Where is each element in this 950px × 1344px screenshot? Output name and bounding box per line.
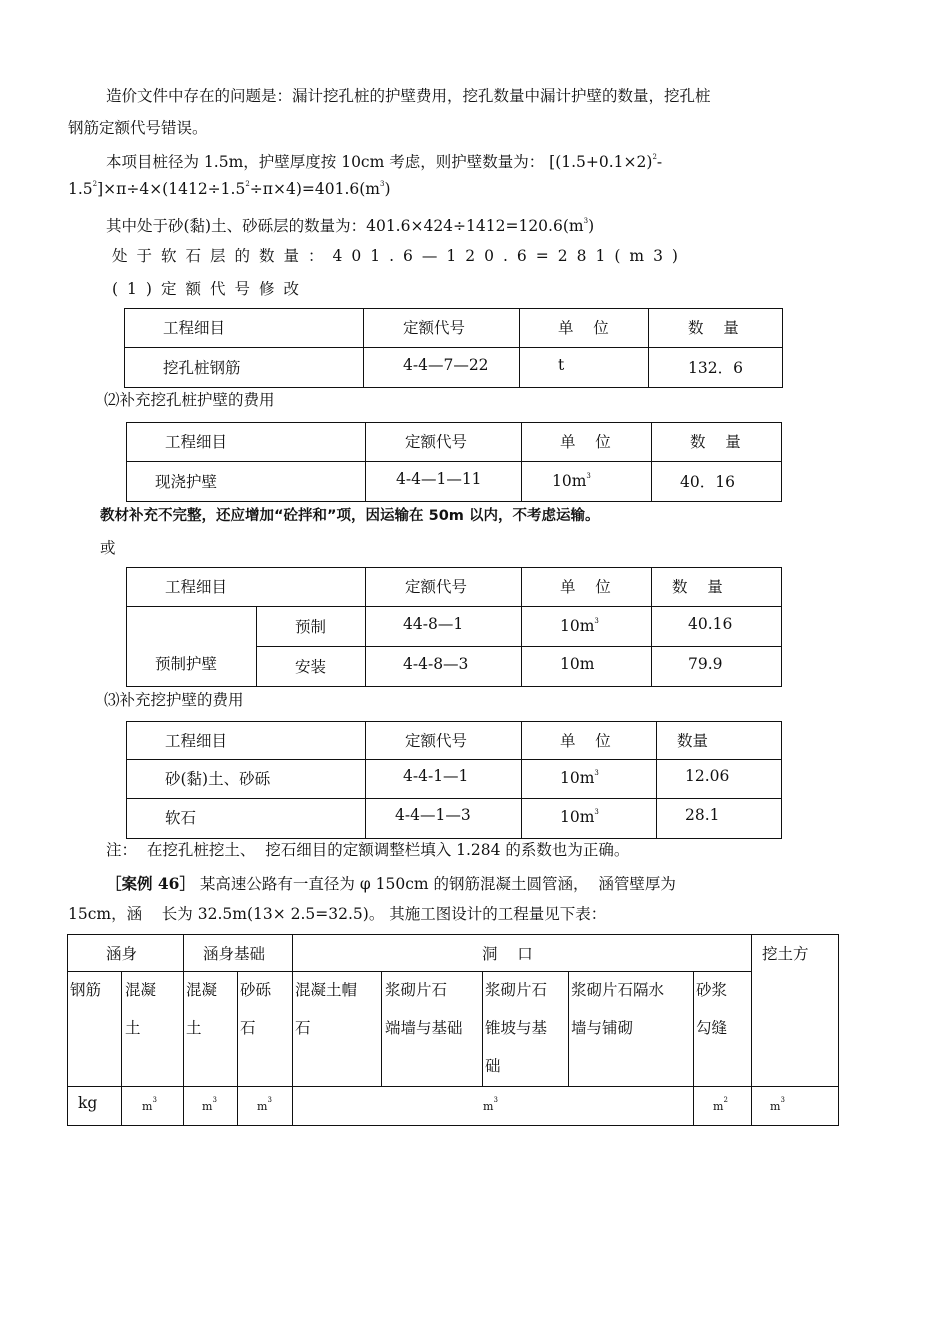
sub-header: 浆砌片石 端墙与基础 <box>385 981 463 1037</box>
table-cell: 40．16 <box>680 473 735 491</box>
table-cell: 现浇护壁 <box>155 473 218 491</box>
paragraph-soft-rock: 处于软石层的数量：401.6—120.6=281(m3) <box>112 247 687 265</box>
table-cell: 12.06 <box>685 767 730 785</box>
table-header: 数 量 <box>672 578 723 596</box>
table-cell: 28.1 <box>685 806 720 824</box>
unit-cell: $m^3$ <box>202 1096 217 1113</box>
table-header: 单 位 <box>560 732 611 750</box>
bold-note: 教材补充不完整，还应增加“砼拌和”项，因运输在 50m 以内，不考虑运输。 <box>100 508 600 524</box>
table-cell: $10m^3$ <box>560 808 599 826</box>
unit-cell: $m^3$ <box>483 1096 498 1113</box>
table-cell: 4-4-8—3 <box>403 655 469 673</box>
unit-cell: kg <box>78 1094 98 1112</box>
table-cell: 132．6 <box>688 359 743 377</box>
table-header: 工程细目 <box>165 732 228 750</box>
sub-header: 砂砾 石 <box>240 981 272 1037</box>
sub-header: 混凝土帽 石 <box>295 981 358 1037</box>
table-header: 单 位 <box>558 319 609 337</box>
sub-header: 砂浆 勾缝 <box>696 981 728 1037</box>
paragraph-issue-cont: 钢筋定额代号错误。 <box>68 119 208 137</box>
table-cell: 4-4—7—22 <box>403 356 489 374</box>
table-header: 定额代号 <box>405 732 468 750</box>
table-header: 工程细目 <box>163 319 226 337</box>
section-heading-3: ⑶补充挖护壁的费用 <box>104 691 244 709</box>
section-heading-1: (1)定额代号修改 <box>112 280 308 298</box>
table-cell: 砂(黏)土、砂砾 <box>165 770 271 788</box>
sub-header: 浆砌片石隔水 墙与铺砌 <box>571 981 665 1037</box>
paragraph-sand-layer: 其中处于砂(黏)土、砂砾层的数量为：$401.6\times 424\div 1412=120.6(m^3)$ <box>106 217 595 235</box>
sub-header: 混凝 土 <box>125 981 157 1037</box>
table-cell: 4-4—1—11 <box>396 470 482 488</box>
table-header: 数量 <box>677 732 709 750</box>
table-cell: 4-4—1—3 <box>395 806 471 824</box>
table-cell: $10m^3$ <box>552 472 591 490</box>
sub-header: 浆砌片石 锥坡与基 础 <box>485 981 548 1075</box>
table-header: 数 量 <box>690 433 741 451</box>
note-line: 注： 在挖孔桩挖土、 挖石细目的定额调整栏填入 1.284 的系数也为正确。 <box>106 841 630 859</box>
table-header: 定额代号 <box>403 319 466 337</box>
table-cell: $10m^3$ <box>560 769 599 787</box>
table-header: 单 位 <box>560 578 611 596</box>
table-header: 单 位 <box>560 433 611 451</box>
paragraph-calc-cont: $1.5^2]\times\pi\div 4\times(1412\div 1.5^2\div\pi\times 4)=401.6(m^3)$ <box>68 180 391 198</box>
table-header: 定额代号 <box>405 433 468 451</box>
group-header: 挖土方 <box>762 945 809 963</box>
unit-cell: $m^3$ <box>257 1096 272 1113</box>
table-header: 工程细目 <box>165 578 228 596</box>
sub-header: 钢筋 <box>70 981 102 999</box>
table-cell-group: 预制护壁 <box>155 655 218 673</box>
case-intro: ［案例 46］ 某高速公路有一直径为 φ 150cm 的钢筋混凝土圆管涵， 涵管壁厚为 <box>106 874 676 893</box>
sub-header: 混凝 土 <box>186 981 218 1037</box>
paragraph-calc: 本项目桩径为 1.5m，护壁厚度按 10cm 考虑，则护壁数量为： [$(1.5+0.1\times 2)^2-$ <box>106 153 663 171</box>
table-cell: 安装 <box>295 658 327 676</box>
table-cell: 挖孔桩钢筋 <box>163 359 241 377</box>
table-cell: 软石 <box>165 809 197 827</box>
group-header: 涵身 <box>106 945 138 963</box>
table-header: 工程细目 <box>165 433 228 451</box>
case-intro-cont: 15cm，涵 长为 32.5m(13× 2.5=32.5)。 其施工图设计的工程量见下表： <box>68 905 607 923</box>
case-label: ［案例 46］ <box>106 874 195 893</box>
unit-cell: $m^3$ <box>142 1096 157 1113</box>
table-cell: 10m <box>560 655 595 673</box>
group-header: 涵身基础 <box>203 945 266 963</box>
table-header: 定额代号 <box>405 578 468 596</box>
table-cell: $10m^3$ <box>560 617 599 635</box>
paragraph-issue: 造价文件中存在的问题是：漏计挖孔桩的护壁费用，挖孔数量中漏计护壁的数量，挖孔桩 <box>106 87 711 105</box>
table-header: 数 量 <box>688 319 739 337</box>
unit-cell: $m^2$ <box>713 1096 728 1113</box>
section-heading-2: ⑵补充挖孔桩护壁的费用 <box>104 391 275 409</box>
table-cell: 79.9 <box>688 655 723 673</box>
group-header: 洞 口 <box>482 945 533 963</box>
table-cell: t <box>558 356 565 374</box>
table-cell: 4-4-1—1 <box>403 767 469 785</box>
or-label: 或 <box>100 539 116 557</box>
unit-cell: $m^3$ <box>770 1096 785 1113</box>
table-cell: 40.16 <box>688 615 733 633</box>
table-cell: 预制 <box>295 618 327 636</box>
table-cell: 44-8—1 <box>403 615 464 633</box>
